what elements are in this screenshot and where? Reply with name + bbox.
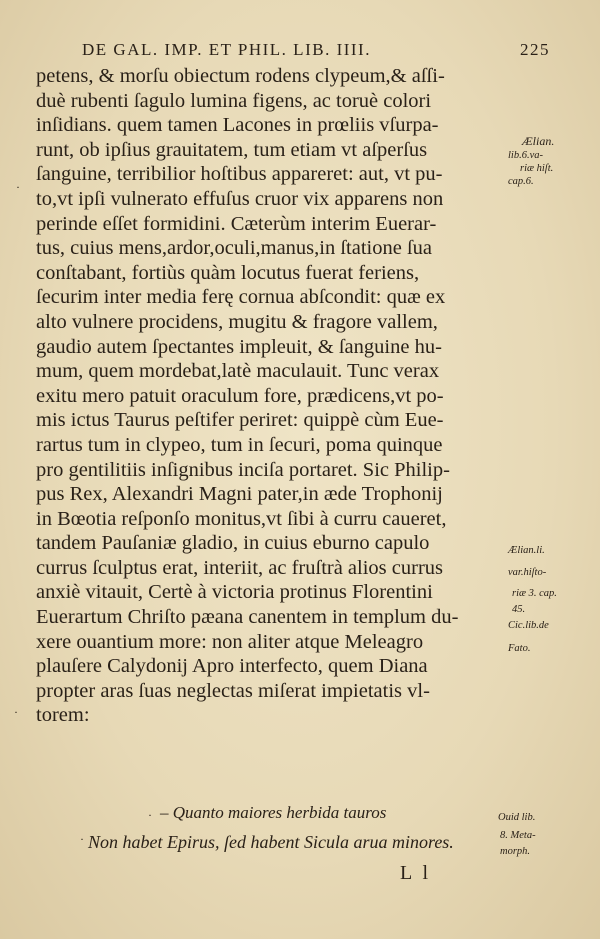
text-line: xere ouantium more: non aliter atque Meleagro <box>36 630 424 653</box>
text-line: in Bœotia reſponſo monitus,vt ſibi à curru caueret, <box>36 507 447 530</box>
verse-line: – Quanto maiores herbida tauros <box>160 803 387 822</box>
margin-note: cap.6. <box>508 176 534 187</box>
text-line: alto vulnere procidens, mugitu & fragore vallem, <box>36 310 438 333</box>
text-line: conſtabant, fortiùs quàm locutus fuerat feriens, <box>36 261 420 284</box>
text-line: pro gentilitiis inſignibus inciſa portaret. Sic Philip- <box>36 458 450 481</box>
text-line: torem: <box>36 704 90 727</box>
text-line: tus, cuius mens,ardor,oculi,manus,in ſtatione ſua <box>36 237 433 260</box>
margin-note: Fato. <box>508 643 531 654</box>
text-line: perinde eſſet formidini. Cæterùm interim Euerar- <box>36 212 437 235</box>
margin-note: morph. <box>500 846 531 857</box>
body-text <box>36 64 506 728</box>
text-line: plauſere Calydonij Apro interfecto, quem Diana <box>36 655 428 678</box>
text-line: propter aras ſuas neglectas miſerat impietatis vl- <box>36 679 430 702</box>
margin-note: var.hiſto- <box>508 567 547 578</box>
text-line: currus ſculptus erat, interiit, ac fruſtrà alios currus <box>36 556 444 579</box>
ink-speck: · <box>14 705 18 719</box>
signature-mark: L l <box>400 862 432 884</box>
text-line: exitu mero patuit oraculum fore, prædicens,vt po- <box>36 384 444 407</box>
text-line: mum, quem mordebat,latè maculauit. Tunc verax <box>36 360 440 383</box>
text-line: runt, ob ipſius grauitatem, tum etiam vt aſperſus <box>36 138 428 161</box>
running-title: DE GAL. IMP. ET PHIL. LIB. IIII. <box>82 40 371 59</box>
page-number: 225 <box>520 40 550 59</box>
margin-note: riæ 3. cap. <box>512 588 557 599</box>
text-line: Euerartum Chriſto pæana canentem in templum du- <box>36 606 459 629</box>
text-line: anxiè vitauit, Certè à victoria protinus Florentini <box>36 581 433 604</box>
margin-note: 45. <box>512 604 526 615</box>
text-line: tandem Pauſaniæ gladio, in cuius eburno capulo <box>36 532 430 555</box>
ink-speck: · <box>148 808 152 822</box>
text-line: ſanguine, terribilior hoſtibus appareret: aut, vt pu- <box>36 163 443 186</box>
margin-note: Ælian.li. <box>508 545 545 556</box>
text-line: petens, & morſu obiectum rodens clypeum,& aſſi- <box>36 65 445 87</box>
ink-speck: · <box>80 832 84 846</box>
margin-note: Cic.lib.de <box>508 620 549 631</box>
text-line: duè rubenti ſagulo lumina figens, ac toruè colori <box>36 89 432 112</box>
margin-note: Ouid lib. <box>498 812 536 823</box>
verse-line: Non habet Epirus, ſed habent Sicula arua minores. <box>88 832 454 852</box>
text-line: ſecurim inter media ferę cornua abſcondit: quæ ex <box>36 286 446 309</box>
margin-note: 8. Meta- <box>500 830 536 841</box>
ink-speck: · <box>16 180 20 194</box>
text-line: rartus tum in clypeo, tum in ſecuri, poma quinque <box>36 433 443 456</box>
margin-note: lib.6.va- <box>508 150 543 161</box>
text-line: gaudio autem ſpectantes impleuit, & ſanguine hu- <box>36 335 442 358</box>
text-line: mis ictus Taurus peſtifer periret: quippè cùm Eue- <box>36 409 444 432</box>
margin-note: Ælian. <box>522 134 555 148</box>
text-line: pus Rex, Alexandri Magni pater,in æde Trophonij <box>36 483 443 506</box>
text-line: to,vt ipſi vulnerato effuſus cruor vix apparens non <box>36 187 444 210</box>
text-line: inſidians. quem tamen Lacones in prœliis vſurpa- <box>36 114 439 137</box>
margin-note: riæ hiſt. <box>520 163 554 174</box>
